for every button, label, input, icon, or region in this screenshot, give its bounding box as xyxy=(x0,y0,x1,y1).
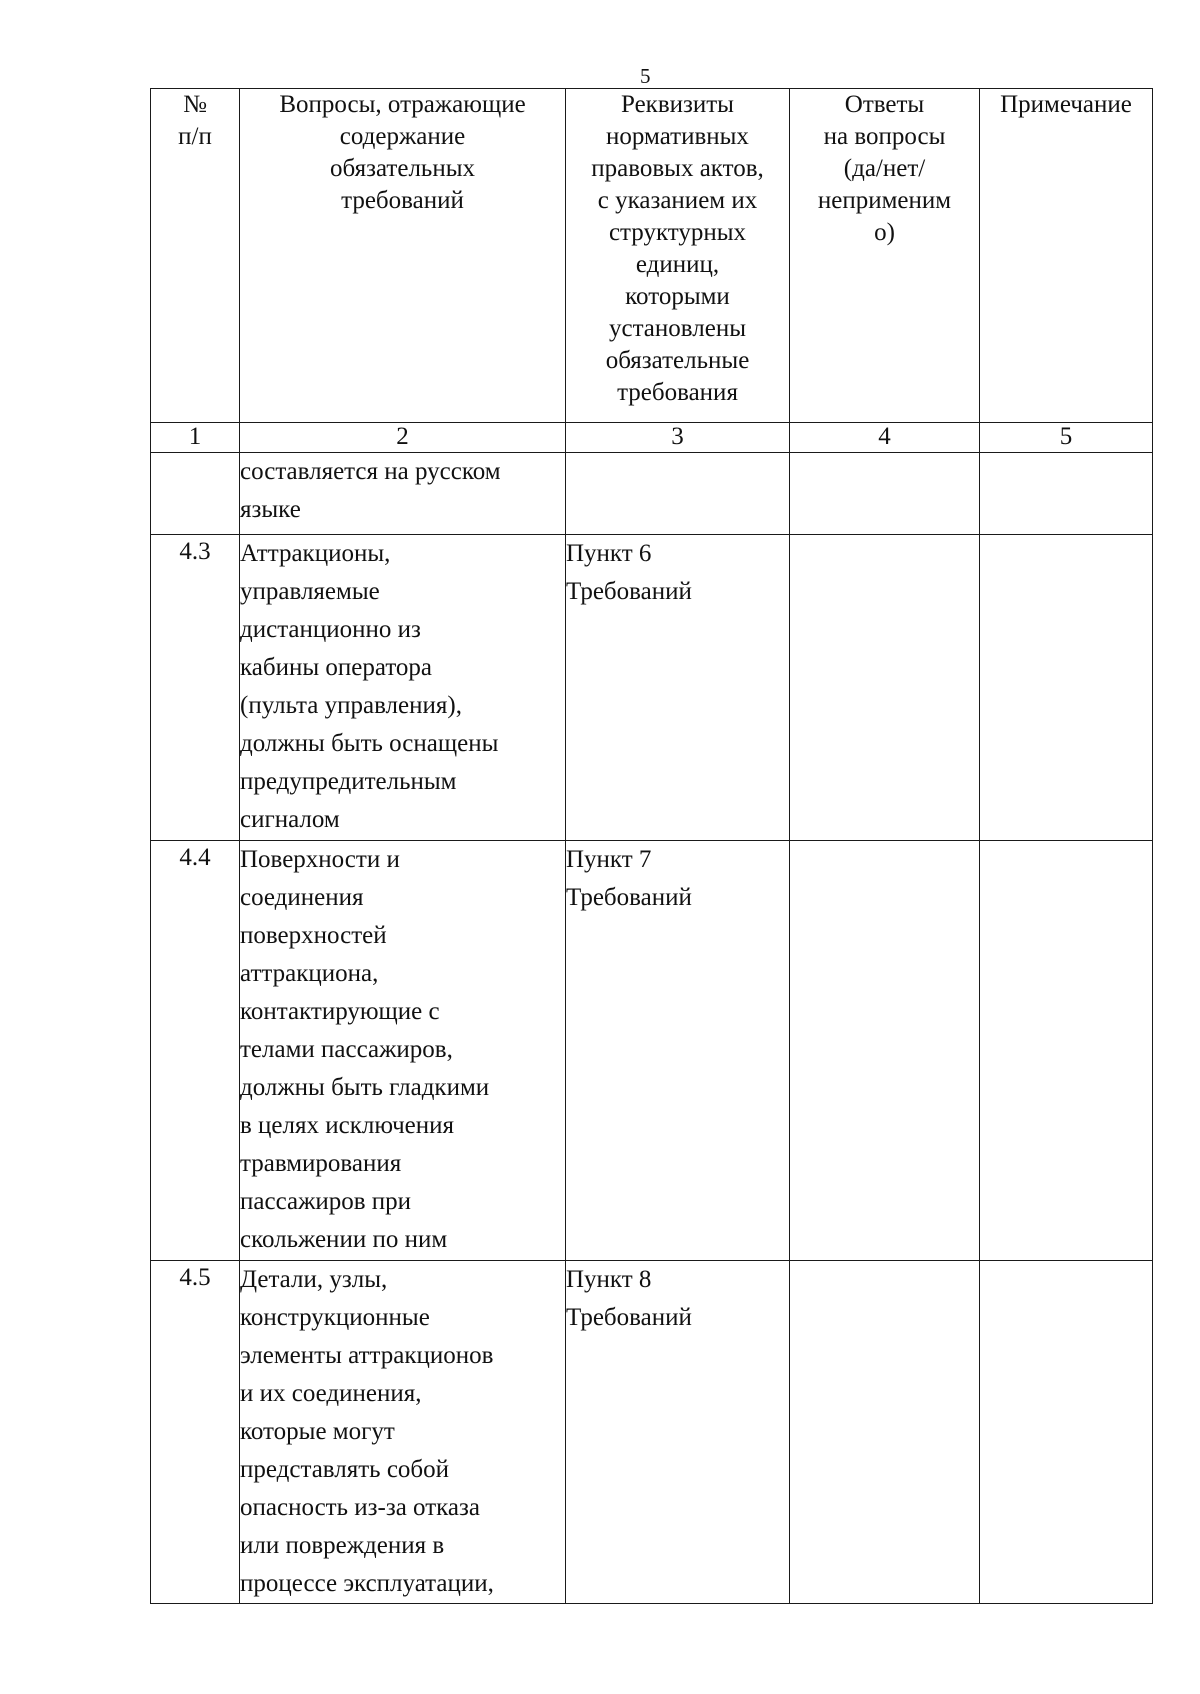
question-line: травмирования xyxy=(240,1150,402,1177)
question-text xyxy=(240,1261,566,1604)
question-line: скольжении по ним xyxy=(240,1226,448,1253)
answer-cell[interactable] xyxy=(790,535,980,841)
question-line: опасность из-за отказа xyxy=(240,1494,480,1521)
question-line: или повреждения в xyxy=(240,1532,445,1559)
column-number: 2 xyxy=(240,423,566,453)
header-questions: Вопросы, отражающие содержание обязательных требований xyxy=(240,89,566,423)
question-line: аттракциона, xyxy=(240,960,379,987)
answer-cell[interactable] xyxy=(790,453,980,535)
column-number: 1 xyxy=(151,423,240,453)
question-line: предупредительным xyxy=(240,768,457,795)
question-line: управляемые xyxy=(240,578,380,605)
requisite-line: Пункт 6 xyxy=(566,540,652,567)
question-line: должны быть гладкими xyxy=(240,1074,490,1101)
legal-act-reference xyxy=(566,1261,790,1604)
question-line: Аттракционы, xyxy=(240,540,391,567)
question-line: и их соединения, xyxy=(240,1380,422,1407)
requisite-line: Требований xyxy=(566,578,692,605)
row-number: 4.5 xyxy=(151,1261,240,1604)
requisite-line: Пункт 8 xyxy=(566,1266,652,1293)
table-row xyxy=(151,453,1153,535)
question-line: процессе эксплуатации, xyxy=(240,1570,494,1597)
table-row xyxy=(151,841,1153,1261)
table-row xyxy=(151,1261,1153,1604)
note-cell[interactable] xyxy=(980,841,1153,1261)
question-line: языке xyxy=(240,496,301,523)
question-line: дистанционно из xyxy=(240,616,421,643)
question-line: которые могут xyxy=(240,1418,395,1445)
requisite-line: Требований xyxy=(566,1304,692,1331)
question-line: составляется на русском xyxy=(240,458,501,485)
header-note: Примечание xyxy=(980,89,1153,423)
note-cell[interactable] xyxy=(980,535,1153,841)
answer-cell[interactable] xyxy=(790,841,980,1261)
page-number: 5 xyxy=(640,64,651,88)
legal-act-reference xyxy=(566,841,790,1261)
row-number: 4.3 xyxy=(151,535,240,841)
column-number-row xyxy=(151,423,1153,453)
question-line: пассажиров при xyxy=(240,1188,412,1215)
question-line: в целях исключения xyxy=(240,1112,455,1139)
question-line: Детали, узлы, xyxy=(240,1266,388,1293)
question-line: кабины оператора xyxy=(240,654,433,681)
question-text xyxy=(240,453,566,535)
header-number: № п/п xyxy=(151,89,240,423)
question-line: должны быть оснащены xyxy=(240,730,499,757)
row-number: 4.4 xyxy=(151,841,240,1261)
legal-act-reference xyxy=(566,453,790,535)
table-row xyxy=(151,535,1153,841)
note-cell[interactable] xyxy=(980,453,1153,535)
column-number: 4 xyxy=(790,423,980,453)
requisite-line: Пункт 7 xyxy=(566,846,652,873)
row-number xyxy=(151,453,240,535)
question-line: Поверхности и xyxy=(240,846,400,873)
question-line: элементы аттракционов xyxy=(240,1342,494,1369)
question-text xyxy=(240,841,566,1261)
column-number: 3 xyxy=(566,423,790,453)
question-line: телами пассажиров, xyxy=(240,1036,453,1063)
header-answers: Ответы на вопросы (да/нет/ неприменим о) xyxy=(790,89,980,423)
legal-act-reference xyxy=(566,535,790,841)
question-text xyxy=(240,535,566,841)
header-legal-acts: Реквизиты нормативных правовых актов, с указанием их структурных единиц, которыми установлены обязательные требования xyxy=(566,89,790,423)
column-number: 5 xyxy=(980,423,1153,453)
question-line: (пульта управления), xyxy=(240,692,462,719)
question-line: соединения xyxy=(240,884,364,911)
header-row xyxy=(151,89,1153,423)
question-line: сигналом xyxy=(240,806,340,833)
question-line: контактирующие с xyxy=(240,998,440,1025)
note-cell[interactable] xyxy=(980,1261,1153,1604)
requisite-line: Требований xyxy=(566,884,692,911)
question-line: конструкционные xyxy=(240,1304,430,1331)
question-line: представлять собой xyxy=(240,1456,450,1483)
requirements-checklist-table xyxy=(150,88,1153,1604)
answer-cell[interactable] xyxy=(790,1261,980,1604)
question-line: поверхностей xyxy=(240,922,387,949)
